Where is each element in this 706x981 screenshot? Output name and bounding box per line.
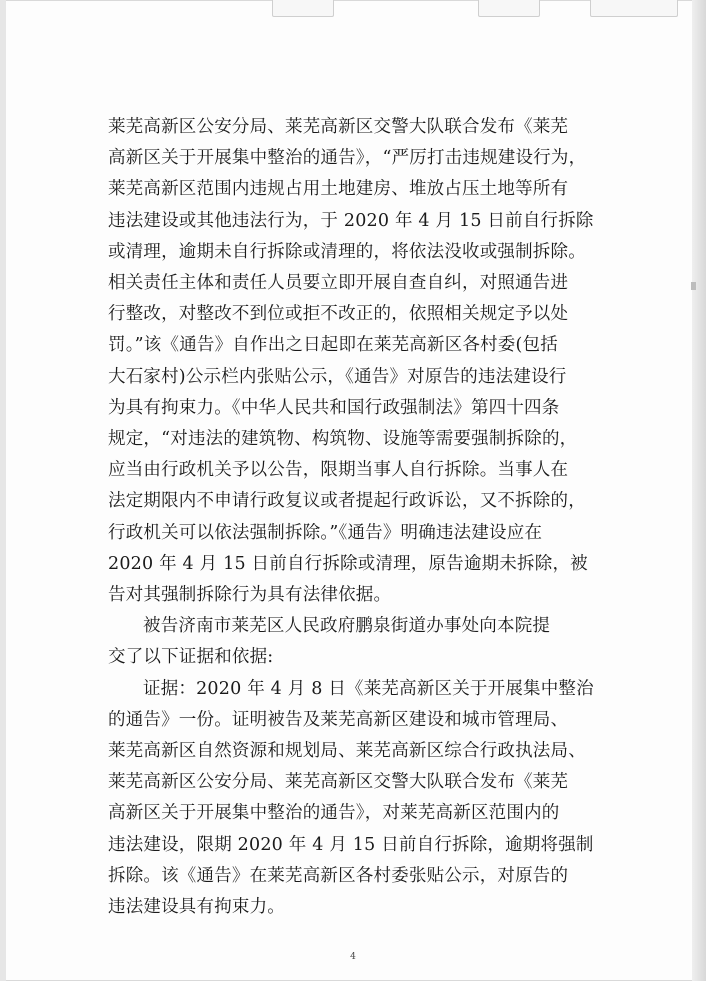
text-line: 相关责任主体和责任人员要立即开展自查自纠，对照通告进	[108, 273, 569, 294]
top-tab-3[interactable]	[590, 0, 678, 17]
text-line: 违法建设或其他违法行为，于 2020 年 4 月 15 日前自行拆除	[108, 210, 594, 231]
text-line: 的通告》一份。证明被告及莱芜高新区建设和城市管理局、	[108, 709, 569, 730]
top-tab-1[interactable]	[272, 0, 334, 17]
text-line: 高新区关于开展集中整治的通告》，“严厉打击违规建设行为，	[108, 148, 587, 169]
viewer-left-edge	[0, 0, 6, 981]
text-line: 行整改，对整改不到位或拒不改正的，依照相关规定予以处	[108, 304, 569, 325]
text-line: 告对其强制拆除行为具有法律依据。	[108, 585, 392, 606]
text-line: 高新区关于开展集中整治的通告》，对莱芜高新区范围内的	[108, 803, 560, 824]
text-line: 罚。”该《通告》自作出之日起即在莱芜高新区各村委(包括	[108, 335, 558, 356]
text-line: 莱芜高新区公安分局、莱芜高新区交警大队联合发布《莱芜	[108, 772, 569, 793]
text-line: 大石家村)公示栏内张贴公示，《通告》对原告的违法建设行	[108, 366, 567, 387]
text-line: 或清理，逾期未自行拆除或清理的，将依法没收或强制拆除。	[108, 241, 586, 262]
text-line: 拆除。该《通告》在莱芜高新区各村委张贴公示，对原告的	[108, 865, 569, 886]
text-line: 行政机关可以依法强制拆除。”《通告》明确违法建设应在	[108, 522, 543, 543]
text-line: 违法建设具有拘束力。	[108, 897, 285, 918]
text-line: 莱芜高新区公安分局、莱芜高新区交警大队联合发布《莱芜	[108, 117, 569, 137]
page-number: 4	[350, 952, 356, 962]
text-line: 为具有拘束力。《中华人民共和国行政强制法》第四十四条	[108, 397, 560, 418]
text-line: 应当由行政机关予以公告，限期当事人自行拆除。当事人在	[108, 460, 569, 481]
text-line: 被告济南市莱芜区人民政府鹏泉街道办事处向本院提	[143, 616, 551, 637]
text-line: 证据：2020 年 4 月 8 日《莱芜高新区关于开展集中整治	[143, 678, 594, 699]
text-line: 规定，“对违法的建筑物、构筑物、设施等需要强制拆除的，	[108, 429, 578, 450]
text-line: 2020 年 4 月 15 日前自行拆除或清理，原告逾期未拆除，被	[108, 553, 588, 574]
document-body	[108, 112, 618, 923]
viewer-scrollbar[interactable]	[692, 0, 706, 981]
text-line: 法定期限内不申请行政复议或者提起行政诉讼，又不拆除的，	[108, 491, 586, 512]
text-line: 交了以下证据和依据:	[108, 647, 274, 668]
text-line: 违法建设，限期 2020 年 4 月 15 日前自行拆除，逾期将强制	[108, 834, 594, 855]
text-line: 莱芜高新区自然资源和规划局、莱芜高新区综合行政执法局、	[108, 741, 586, 762]
scroll-position-mark	[691, 282, 696, 290]
text-line: 莱芜高新区范围内违规占用土地建房、堆放占压土地等所有	[108, 179, 569, 200]
top-tab-2[interactable]	[478, 0, 540, 17]
